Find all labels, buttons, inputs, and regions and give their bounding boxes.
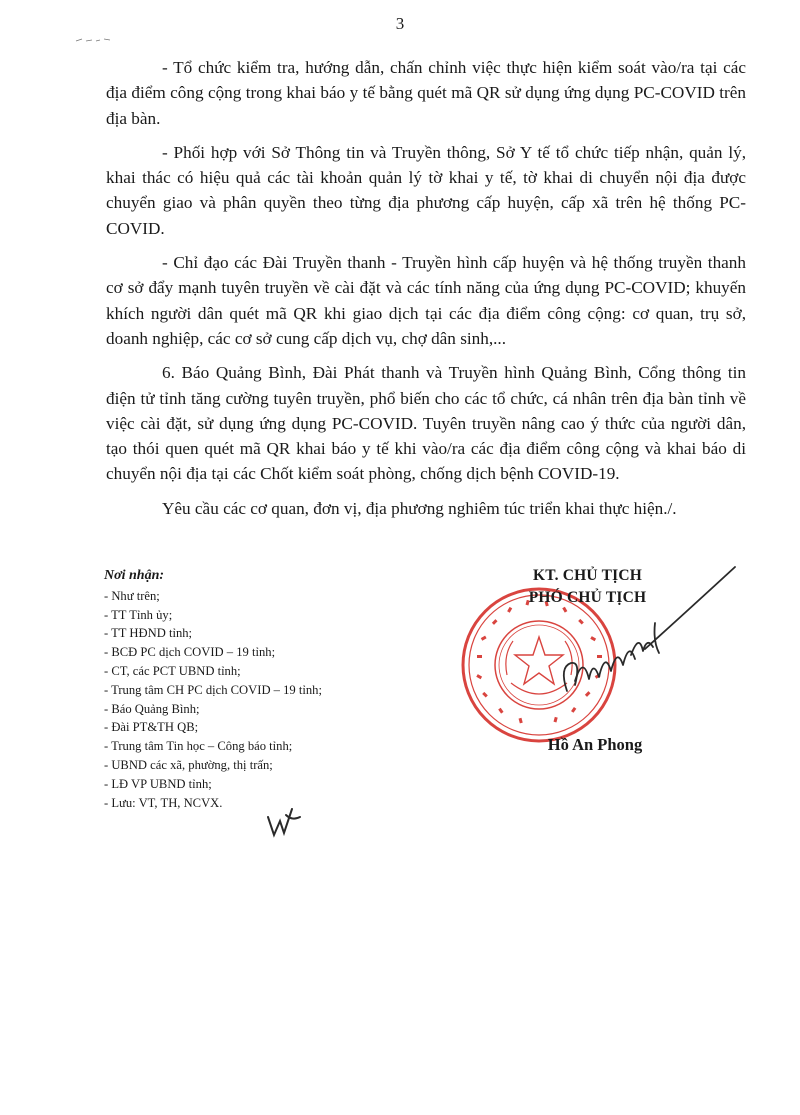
signer-title-line1: KT. CHỦ TỊCH (532, 567, 643, 584)
signer-name: Hồ An Phong (547, 735, 643, 754)
recipient-item: - TT Tỉnh ủy; (104, 607, 173, 622)
recipients-block (104, 567, 434, 812)
initials-mark (262, 803, 306, 843)
recipient-item: - Trung tâm Tin học – Công báo tỉnh; (104, 739, 293, 754)
recipient-item: - Đài PT&TH QB; (104, 720, 199, 735)
paragraph: - Phối hợp với Sở Thông tin và Truyền thông, Sở Y tế tổ chức tiếp nhận, quản lý, khai thác có hiệu quả các tài khoản quản lý tờ khai y tế, tờ khai di chuyển nội địa được chuyển giao và phân quyền theo từng địa phương cấp huyện, cấp xã trên hệ thống PC-COVID. (106, 142, 746, 238)
document-body (106, 55, 746, 530)
recipients-heading: Nơi nhận: (104, 568, 165, 583)
paragraph: - Tổ chức kiểm tra, hướng dẫn, chấn chỉnh việc thực hiện kiểm soát vào/ra tại các địa điểm công cộng trong khai báo y tế bằng quét mã QR sử dụng ứng dụng PC-COVID trên địa bàn. (106, 58, 746, 128)
recipients-list (104, 587, 434, 813)
recipient-item: - Trung tâm CH PC dịch COVID – 19 tỉnh; (104, 682, 322, 697)
page-number: 3 (395, 14, 405, 33)
recipient-item: - Báo Quảng Bình; (104, 701, 200, 716)
signer-title-line2: PHÓ CHỦ TỊCH (528, 589, 647, 606)
recipient-item: - CT, các PCT UBND tỉnh; (104, 663, 241, 678)
paragraph: - Chỉ đạo các Đài Truyền thanh - Truyền hình cấp huyện và hệ thống truyền thanh cơ sở đẩy mạnh tuyên truyền về cài đặt và các tính năng của ứng dụng PC-COVID; khuyến khích người dân quét mã QR khi giao dịch tại các địa điểm công cộng: cơ quan, trụ sở, doanh nghiệp, các cơ sở cung cấp dịch vụ, chợ dân sinh,... (106, 253, 746, 348)
recipient-item: - Lưu: VT, TH, NCVX. (104, 795, 223, 810)
recipient-item: - LĐ VP UBND tỉnh; (104, 776, 212, 791)
recipient-item: - BCĐ PC dịch COVID – 19 tỉnh; (104, 645, 276, 660)
handwritten-signature (525, 563, 745, 713)
recipient-item: - UBND các xã, phường, thị trấn; (104, 757, 273, 772)
signature-block (445, 563, 745, 763)
closing-paragraph: Yêu cầu các cơ quan, đơn vị, địa phương nghiêm túc triển khai thực hiện./. (162, 498, 677, 518)
recipient-item: - Như trên; (104, 588, 160, 603)
recipient-item: - TT HĐND tỉnh; (104, 626, 193, 641)
paragraph: 6. Báo Quảng Bình, Đài Phát thanh và Truyền hình Quảng Bình, Cổng thông tin điện tử tỉnh tăng cường tuyên truyền, phổ biến cho các tổ chức, cá nhân trên địa bàn tỉnh về việc cài đặt, sử dụng ứng dụng PC-COVID. Tuyên truyền nâng cao ý thức của người dân, tạo thói quen quét mã QR khai báo y tế khi vào/ra các địa điểm công cộng và khai báo di chuyển nội địa tại các Chốt kiểm soát phòng, chống dịch bệnh COVID-19. (106, 363, 746, 484)
scan-mark (74, 34, 114, 44)
